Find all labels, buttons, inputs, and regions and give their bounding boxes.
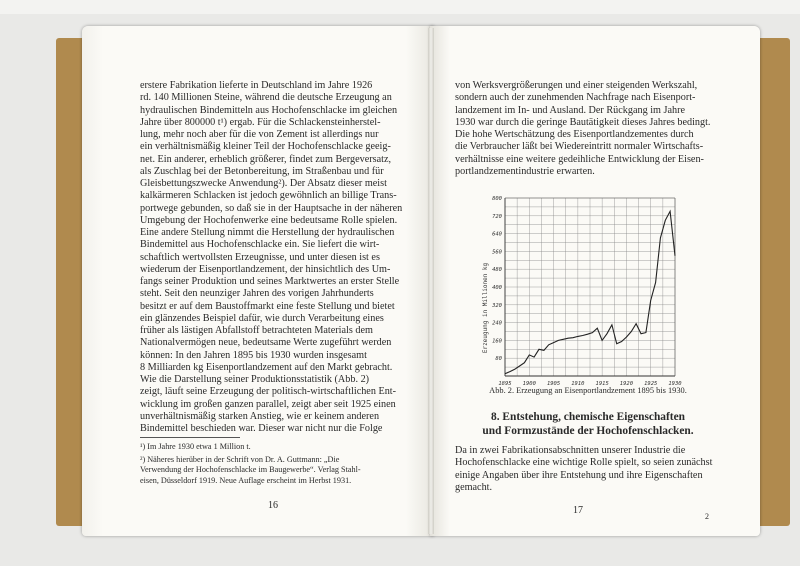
- footnote-rule: [140, 437, 240, 438]
- text-line: können: In den Jahren 1895 bis 1930 wurden insgesamt: [140, 349, 367, 361]
- text-line: wicklung im großen ganzen parallel, zeigt aber seit 1925 einen: [140, 398, 396, 410]
- text-line: Gleisbettungszwecke Anwendung²). Der Absatz dieser meist: [140, 178, 387, 189]
- text-line: Jahre über 800000 t¹) ergab. Für die Schlackensteinherstel-: [140, 116, 381, 128]
- y-tick-label: 240: [492, 320, 502, 327]
- y-tick-label: 800: [492, 196, 502, 202]
- text-line: Wie die Darstellung seiner Produktionsstatistik (Abb. 2): [140, 374, 370, 385]
- margin-mark: 2: [705, 512, 709, 521]
- text-line: erstere Fabrikation lieferte in Deutschland im Jahre 1926: [140, 80, 373, 91]
- right-page-number: 17: [573, 505, 583, 516]
- left-page-body-text: [140, 80, 410, 435]
- y-tick-label: 160: [492, 338, 502, 345]
- footnote-1: ¹) Im Jahre 1930 etwa 1 Million t.: [140, 442, 251, 451]
- chart-y-axis-label: Erzeugung in Millionen kg: [482, 262, 489, 354]
- text-line: Eine andere Stellung nimmt die Herstellung der hydraulischen: [140, 227, 395, 238]
- x-tick-label: 1910: [571, 381, 585, 387]
- footnote-line: Verwendung der Hochofenschlacke im Baugewerbe“. Verlag Stahl-: [140, 465, 361, 475]
- right-page-section-text: [455, 445, 725, 494]
- text-line: schaftlich wertvollsten Erzeugnisse, und unter diesen ist es: [140, 251, 380, 263]
- text-line: hydraulischen Bindemitteln aus Hochofenschlacke im gleichen: [140, 104, 398, 116]
- text-line: früher als lästigen Abfallstoff betrachteten Materials dem: [140, 325, 373, 336]
- y-tick-label: 320: [492, 302, 502, 309]
- text-line: zeigt, läuft seine Erzeugung der politisch-wirtschaftlichen Ent-: [140, 386, 397, 398]
- text-line: Bindemittel beschieden war. Dieser war nicht nur die Folge: [140, 423, 383, 434]
- text-line: kalkärmeren Schlacken ist jedoch gewöhnlich an billige Trans-: [140, 190, 397, 202]
- text-line: net. Ein anderer, erheblich größerer, findet zum Bergeversatz,: [140, 153, 392, 165]
- text-line: 1930 war durch die geringe Bautätigkeit dieses Jahres bedingt.: [455, 116, 711, 128]
- y-tick-label: 720: [492, 213, 502, 220]
- x-tick-label: 1920: [619, 381, 634, 387]
- x-tick-label: 1925: [644, 381, 658, 387]
- text-line: rd. 140 Millionen Steine, während die deutsche Erzeugung an: [140, 92, 392, 104]
- text-line: die Verbraucher läßt bei Wiedereintritt normaler Wirtschafts-: [455, 141, 704, 153]
- x-tick-label: 1915: [595, 381, 609, 387]
- y-tick-label: 640: [492, 231, 502, 238]
- section-heading-line-1: 8. Entstehung, chemische Eigenschaften: [491, 411, 685, 423]
- text-line: Nationalvermögen neue, bedeutsame Werte zugeführt werden: [140, 337, 392, 349]
- text-line: Da in zwei Fabrikationsabschnitten unserer Industrie die: [455, 445, 686, 456]
- text-line: landzement im In- und Ausland. Der Rückgang im Jahre: [455, 104, 686, 116]
- text-line: ein glänzendes Beispiel dafür, wie durch Verarbeitung eines: [140, 312, 384, 324]
- text-line: steht. Seit den neunziger Jahren des vorigen Jahrhunderts: [140, 288, 374, 300]
- text-line: Hochofenschlacke eine wichtige Rolle spielt, so seien zunächst: [455, 457, 713, 469]
- section-heading-line-2: und Formzustände der Hochofenschlacken.: [482, 425, 694, 437]
- text-line: portwege gebunden, so daß sie in der Hauptsache in der näheren: [140, 202, 403, 214]
- right-page-body-text: [455, 80, 725, 178]
- production-line-chart: [475, 188, 705, 388]
- left-page-number: 16: [268, 500, 278, 511]
- book-gutter: [428, 28, 434, 534]
- text-line: verhältnisse eine weitere gedeihliche Entwicklung der Eisen-: [455, 153, 704, 165]
- footnote-line: ²) Näheres hierüber in der Schrift von Dr. A. Guttmann: „Die: [140, 455, 340, 464]
- y-tick-label: 480: [492, 267, 502, 274]
- x-tick-label: 1930: [668, 381, 682, 387]
- text-line: sondern auch der zunehmenden Nachfrage nach Eisenport-: [455, 92, 696, 104]
- text-line: gemacht.: [455, 481, 493, 493]
- text-line: unverhältnismäßig starken Anstieg, wie er keinem anderen: [140, 410, 380, 422]
- text-line: fangs seiner Produktion und seines Marktwertes an erster Stelle: [140, 276, 400, 287]
- chart-grid: [505, 198, 675, 376]
- x-tick-label: 1900: [522, 381, 536, 387]
- x-tick-label: 1905: [546, 381, 561, 387]
- text-line: ein verhältnismäßig kleiner Teil der Hochofenschlacke geeig-: [140, 141, 391, 153]
- text-line: portlandzementindustrie erwarten.: [455, 165, 595, 177]
- y-tick-label: 400: [492, 285, 502, 291]
- text-line: lung, mehr noch aber für die von Zement ist allerdings nur: [140, 129, 379, 140]
- text-line: von Werksvergrößerungen und einer steigenden Werkszahl,: [455, 80, 698, 91]
- y-tick-label: 560: [492, 249, 502, 256]
- figure-caption: Abb. 2. Erzeugung an Eisenportlandzement 1895 bis 1930.: [489, 386, 687, 395]
- text-line: einige Angaben über ihre Entstehung und ihre Eigenschaften: [455, 469, 703, 481]
- y-tick-label: 80: [495, 356, 502, 363]
- text-line: 8 Milliarden kg Eisenportlandzement auf den Markt gebracht.: [140, 361, 393, 373]
- footnote-2: [140, 455, 412, 486]
- text-line: Umgebung der Hochofenwerke eine bedeutsame Rolle spielen.: [140, 214, 398, 226]
- scan-border: [0, 0, 800, 14]
- text-line: als Zuschlag bei der Betonbereitung, im Straßenbau und für: [140, 165, 384, 177]
- footnote-line: eisen, Düsseldorf 1919. Neue Auflage erscheint im Herbst 1931.: [140, 475, 352, 485]
- text-line: Die hohe Wertschätzung des Eisenportlandzementes durch: [455, 129, 694, 140]
- x-tick-label: 1895: [498, 381, 512, 387]
- chart-y-ticks: [491, 196, 503, 362]
- section-heading: [452, 410, 724, 438]
- text-line: Bindemittel aus Hochofenschlacke ein. Sie liefert die wirt-: [140, 239, 380, 251]
- text-line: wiederum der Eisenportlandzement, der hinsichtlich des Um-: [140, 263, 391, 275]
- text-line: besitzt er auf dem Baustoffmarkt eine feste Stellung und bietet: [140, 300, 395, 312]
